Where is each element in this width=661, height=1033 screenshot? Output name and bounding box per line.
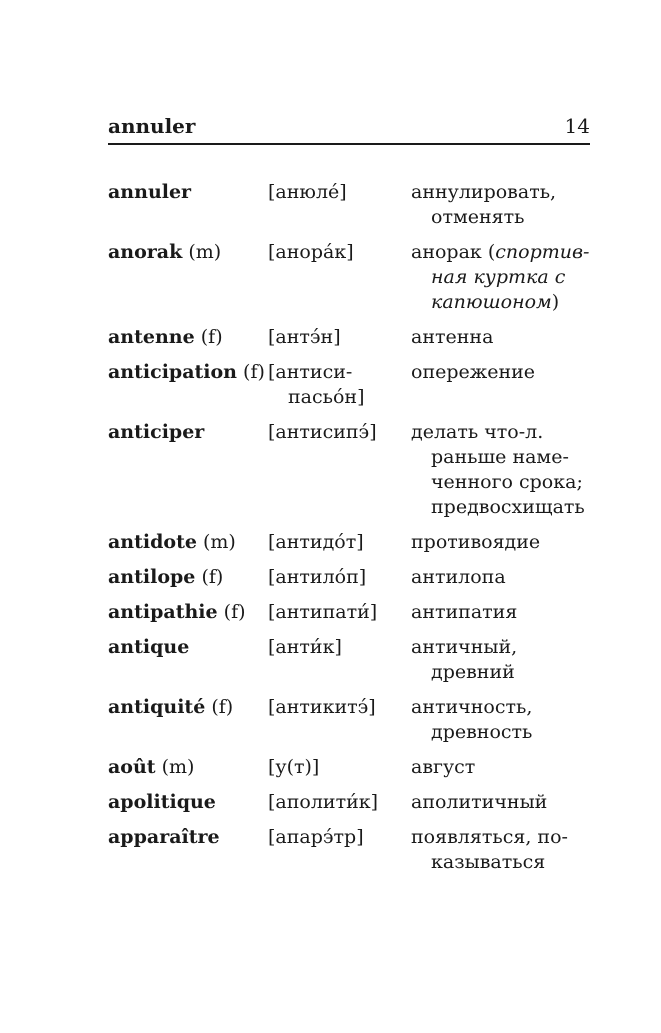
translation-line: раньше наме- [431,446,569,468]
translation-line: август [411,756,476,778]
dictionary-entry [108,240,590,315]
translation-cell [411,790,590,815]
dictionary-entry [108,565,590,590]
pronunciation-cell [268,790,411,815]
running-header [108,114,590,144]
headword: antipathie [108,601,218,623]
headword: anticiper [108,421,205,443]
pronunciation: [антило́п] [268,566,367,588]
translation-cell [411,825,590,875]
gender-marker: (f) [200,326,223,348]
gender-marker: (f) [201,566,224,588]
translation-line: противоядие [411,531,541,553]
dictionary-entry [108,755,590,780]
headword-cell [108,420,268,520]
dictionary-entry [108,635,590,685]
translation-line: античный, [411,636,518,658]
dictionary-entry [108,180,590,230]
dictionary-entry [108,530,590,555]
translation-cell [411,565,590,590]
pronunciation-cell [268,180,411,230]
pronunciation: [антэ́н] [268,326,341,348]
headword-cell [108,755,268,780]
pronunciation-cell [268,565,411,590]
translation-cell [411,420,590,520]
translation-cell [411,695,590,745]
translation-line: антипатия [411,601,518,623]
gender-marker: (f) [243,361,265,383]
pronunciation: [анюле́] [268,181,347,203]
pronunciation: [у(т)] [268,756,320,778]
pronunciation: [антисипэ́] [268,421,377,443]
gender-marker: (f) [211,696,234,718]
headword-cell [108,825,268,875]
translation-line: опережение [411,361,536,383]
pronunciation: [апарэ́тр] [268,826,364,848]
translation-cell [411,360,590,410]
headword: antenne [108,326,195,348]
running-head-word: annuler [108,114,196,138]
translation-line: древний [431,661,515,683]
pronunciation: [антидо́т] [268,531,364,553]
pronunciation: [антикитэ́] [268,696,376,718]
translation-note: капюшоном [431,291,552,313]
headword: antilope [108,566,196,588]
pronunciation-cell [268,635,411,685]
translation-line: аполитичный [411,791,548,813]
dictionary-entry [108,360,590,410]
pronunciation-cell [268,600,411,625]
translation-cell [411,755,590,780]
pronunciation: пасьо́н] [288,386,365,408]
headword: apparaître [108,826,220,848]
headword-cell [108,360,268,410]
translation-line: ченного срока; [431,471,583,493]
translation-line: казываться [431,851,546,873]
translation-line: антенна [411,326,494,348]
pronunciation-cell [268,695,411,745]
page-number: 14 [564,114,590,138]
pronunciation: [антипати́] [268,601,378,623]
pronunciation-cell [268,825,411,875]
translation-line: антилопа [411,566,506,588]
translation-cell [411,600,590,625]
pronunciation-cell [268,530,411,555]
gender-marker: (f) [223,601,246,623]
translation-note: ная куртка с [431,266,566,288]
translation-line: появляться, по- [411,826,568,848]
translation-line [411,290,590,315]
pronunciation-cell [268,325,411,350]
translation-cell [411,240,590,315]
headword: anorak [108,241,183,263]
gender-marker: (m) [188,241,222,263]
translation-line [411,265,590,290]
translation-line [411,240,590,265]
translation-line: делать что-л. [411,421,544,443]
dictionary-entry [108,420,590,520]
translation-line: античность, [411,696,533,718]
pronunciation-cell [268,240,411,315]
translation-text: ) [551,291,560,313]
translation-line: аннулировать, [411,181,557,203]
headword: anticipation [108,361,237,383]
translation-line: древность [431,721,533,743]
headword-cell [108,530,268,555]
header-rule [108,143,590,145]
headword: antidote [108,531,197,553]
gender-marker: (m) [161,756,195,778]
pronunciation-cell [268,360,411,410]
headword: annuler [108,181,192,203]
headword-cell [108,695,268,745]
pronunciation: [аполити́к] [268,791,379,813]
pronunciation-cell [268,755,411,780]
headword-cell [108,565,268,590]
headword-cell [108,180,268,230]
headword: antiquité [108,696,206,718]
headword-cell [108,790,268,815]
headword-cell [108,600,268,625]
dictionary-entries [108,180,590,885]
dictionary-entry [108,695,590,745]
headword: antique [108,636,190,658]
translation-text: анорак ( [411,241,496,263]
headword-cell [108,635,268,685]
pronunciation-cell [268,420,411,520]
pronunciation: [анора́к] [268,241,354,263]
headword: août [108,756,156,778]
translation-cell [411,635,590,685]
dictionary-entry [108,825,590,875]
headword-cell [108,325,268,350]
translation-line: отменять [431,206,525,228]
translation-cell [411,180,590,230]
translation-cell [411,325,590,350]
gender-marker: (m) [203,531,236,553]
pronunciation: [антиси- [268,361,353,383]
headword-cell [108,240,268,315]
translation-cell [411,530,590,555]
pronunciation: [анти́к] [268,636,342,658]
headword: apolitique [108,791,216,813]
dictionary-entry [108,790,590,815]
translation-line: предвосхищать [431,496,585,518]
translation-note: спортив- [495,241,590,263]
dictionary-entry [108,325,590,350]
dictionary-entry [108,600,590,625]
